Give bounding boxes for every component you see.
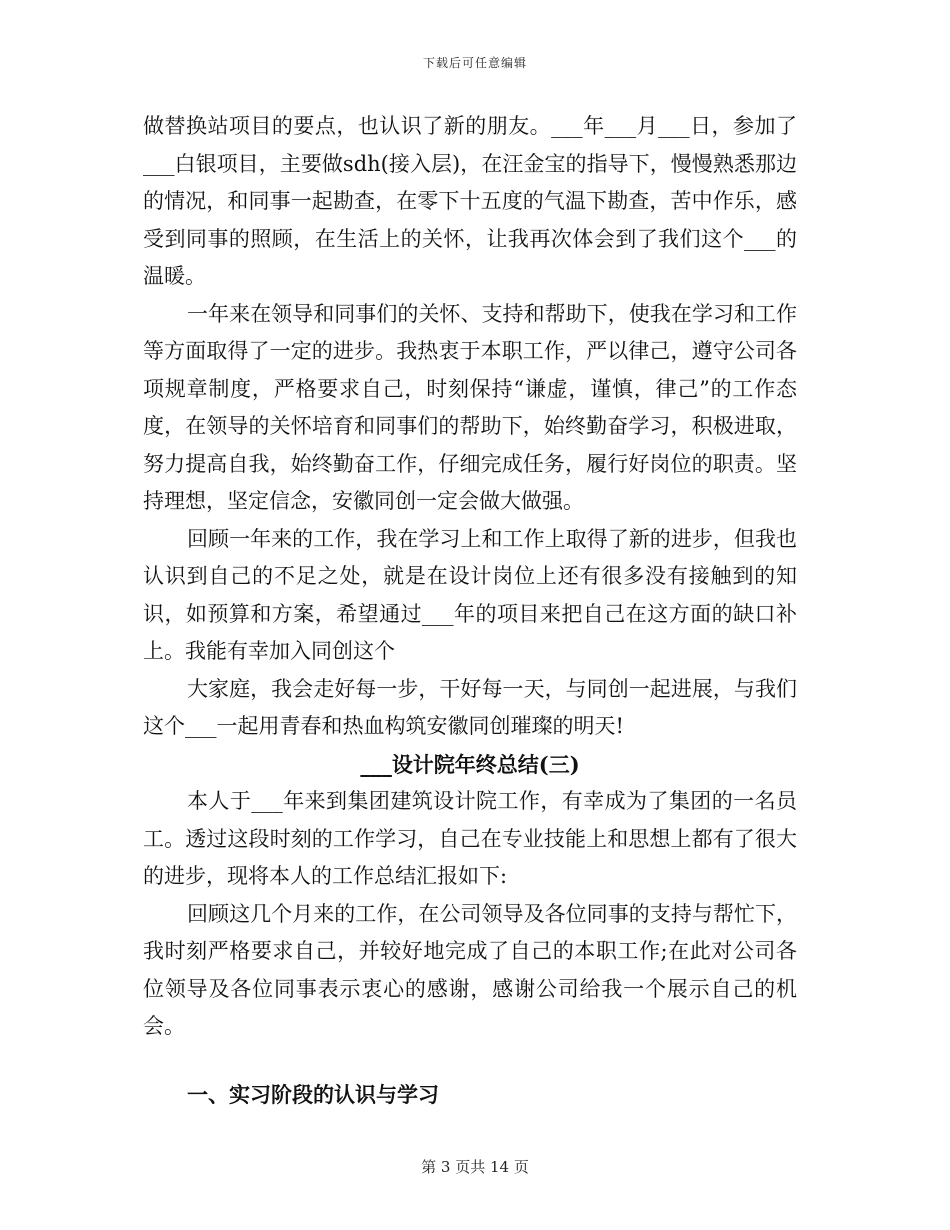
section-heading: 一、实习阶段的认识与学习 [187, 1081, 439, 1107]
document-body [143, 108, 797, 1113]
page-number: 第 3 页共 14 页 [421, 1158, 529, 1176]
section-paragraph-intro: 本人于___年来到集团建筑设计院工作，有幸成为了集团的一名员工。透过这段时刻的工作学习，自己在专业技能上和思想上都有了很大的进步，现将本人的工作总结汇报如下: [143, 789, 797, 888]
section-paragraph-review: 回顾这几个月来的工作，在公司领导及各位同事的支持与帮忙下，我时刻严格要求自己，并较好地完成了自己的本职工作;在此对公司各位领导及各位同事表示衷心的感谢，感谢公司给我一个展示自己的机会。 [143, 901, 797, 1038]
header-note: 下载后可任意编辑 [422, 56, 527, 70]
paragraph-review: 回顾一年来的工作，我在学习上和工作上取得了新的进步，但我也认识到自己的不足之处，就是在设计岗位上还有很多没有接触到的知识，如预算和方案，希望通过___年的项目来把自己在这方面的缺口补上。我能有幸加入同创这个 [143, 526, 797, 663]
paragraph-progress: 一年来在领导和同事们的关怀、支持和帮助下，使我在学习和工作等方面取得了一定的进步。我热衷于本职工作，严以律己，遵守公司各项规章制度，严格要求自己，时刻保持“谦虚，谨慎，律己”的工作态度，在领导的关怀培育和同事们的帮助下，始终勤奋学习，积极进取，努力提高自我，始终勤奋工作，仔细完成任务，履行好岗位的职责。坚持理想，坚定信念，安徽同创一定会做大做强。 [143, 301, 797, 513]
paragraph-closing: 大家庭，我会走好每一步，干好每一天，与同创一起进展，与我们这个___一起用青春和热血构筑安徽同创璀璨的明天! [143, 676, 797, 738]
paragraph-continuation: 做替换站项目的要点，也认识了新的朋友。___年___月___日，参加了___白银项目，主要做sdh(接入层)，在汪金宝的指导下，慢慢熟悉那边的情况，和同事一起勘查，在零下十五度的气温下勘查，苦中作乐，感受到同事的照顾，在生活上的关怀，让我再次体会到了我们这个___的温暖。 [143, 114, 797, 288]
section-title: ___设计院年终总结(三) [360, 751, 580, 777]
